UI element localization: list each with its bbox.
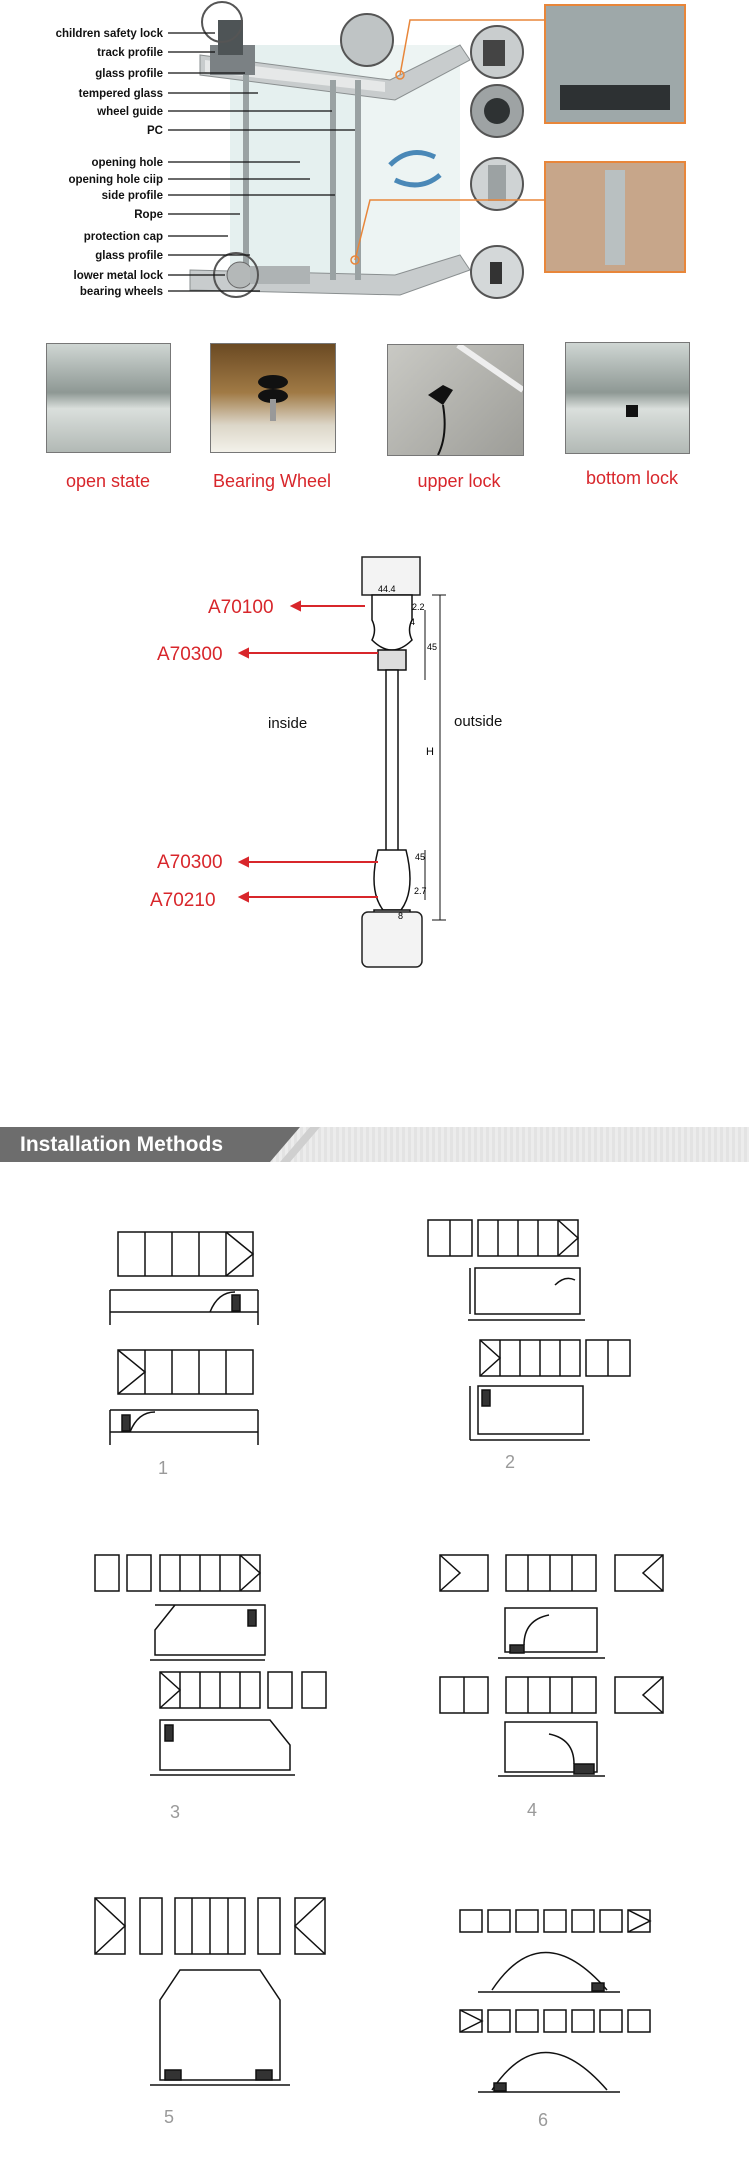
photo-caption: Bearing Wheel	[212, 471, 332, 491]
part-label: children safety lock	[55, 28, 163, 40]
photo-caption: bottom lock	[585, 468, 679, 488]
open-state-photo	[46, 343, 171, 453]
part-label: opening hole	[91, 157, 163, 169]
code-label: A70210	[150, 890, 216, 911]
photo-caption: open state	[65, 471, 151, 491]
method-number: 6	[538, 2110, 549, 2130]
code-label: A70100	[208, 597, 274, 618]
part-label: track profile	[97, 47, 163, 59]
method-number: 4	[527, 1800, 538, 1820]
upper-lock-photo	[387, 344, 524, 456]
part-label: bearing wheels	[79, 286, 163, 298]
product-diagram	[0, 0, 749, 310]
lock-icon	[566, 343, 689, 453]
part-label: wheel guide	[97, 106, 163, 118]
part-label: PC	[147, 125, 163, 137]
dim-label: 44.4	[378, 584, 396, 594]
section-title: Installation Methods	[20, 1133, 224, 1156]
part-label: Rope	[134, 209, 163, 221]
dim-label: 45	[427, 642, 438, 652]
dim-label: 4	[410, 617, 416, 627]
dim-label: H	[426, 746, 434, 758]
dim-label: 2.7	[414, 886, 427, 896]
section-drawing	[0, 550, 749, 980]
method-number: 5	[164, 2107, 175, 2127]
dim-label: 8	[398, 911, 404, 921]
part-label: tempered glass	[78, 88, 163, 100]
bottom-lock-photo	[565, 342, 690, 454]
bearing-wheel-photo	[210, 343, 336, 453]
part-label: side profile	[101, 190, 163, 202]
method-number: 1	[158, 1458, 169, 1478]
method-number: 3	[170, 1802, 181, 1822]
installation-banner	[0, 1127, 749, 1162]
part-label: glass profile	[95, 250, 163, 262]
outside-label: outside	[454, 713, 503, 730]
part-label: opening hole ciip	[68, 174, 163, 186]
photo-caption: upper lock	[417, 471, 501, 491]
dim-label: 45	[415, 852, 426, 862]
bearing-wheel-icon	[211, 344, 335, 452]
method-number: 2	[505, 1452, 516, 1472]
dim-label: 2.2	[412, 602, 425, 612]
inside-label: inside	[268, 715, 308, 732]
part-label: protection cap	[83, 231, 163, 243]
part-label: glass profile	[95, 68, 163, 80]
part-label: lower metal lock	[73, 270, 163, 282]
product-diagram-svg	[0, 0, 749, 310]
lock-icon	[388, 345, 523, 455]
installation-diagrams	[0, 1190, 749, 2180]
code-label: A70300	[157, 852, 223, 873]
code-label: A70300	[157, 644, 223, 665]
section-drawing-svg	[0, 550, 749, 980]
